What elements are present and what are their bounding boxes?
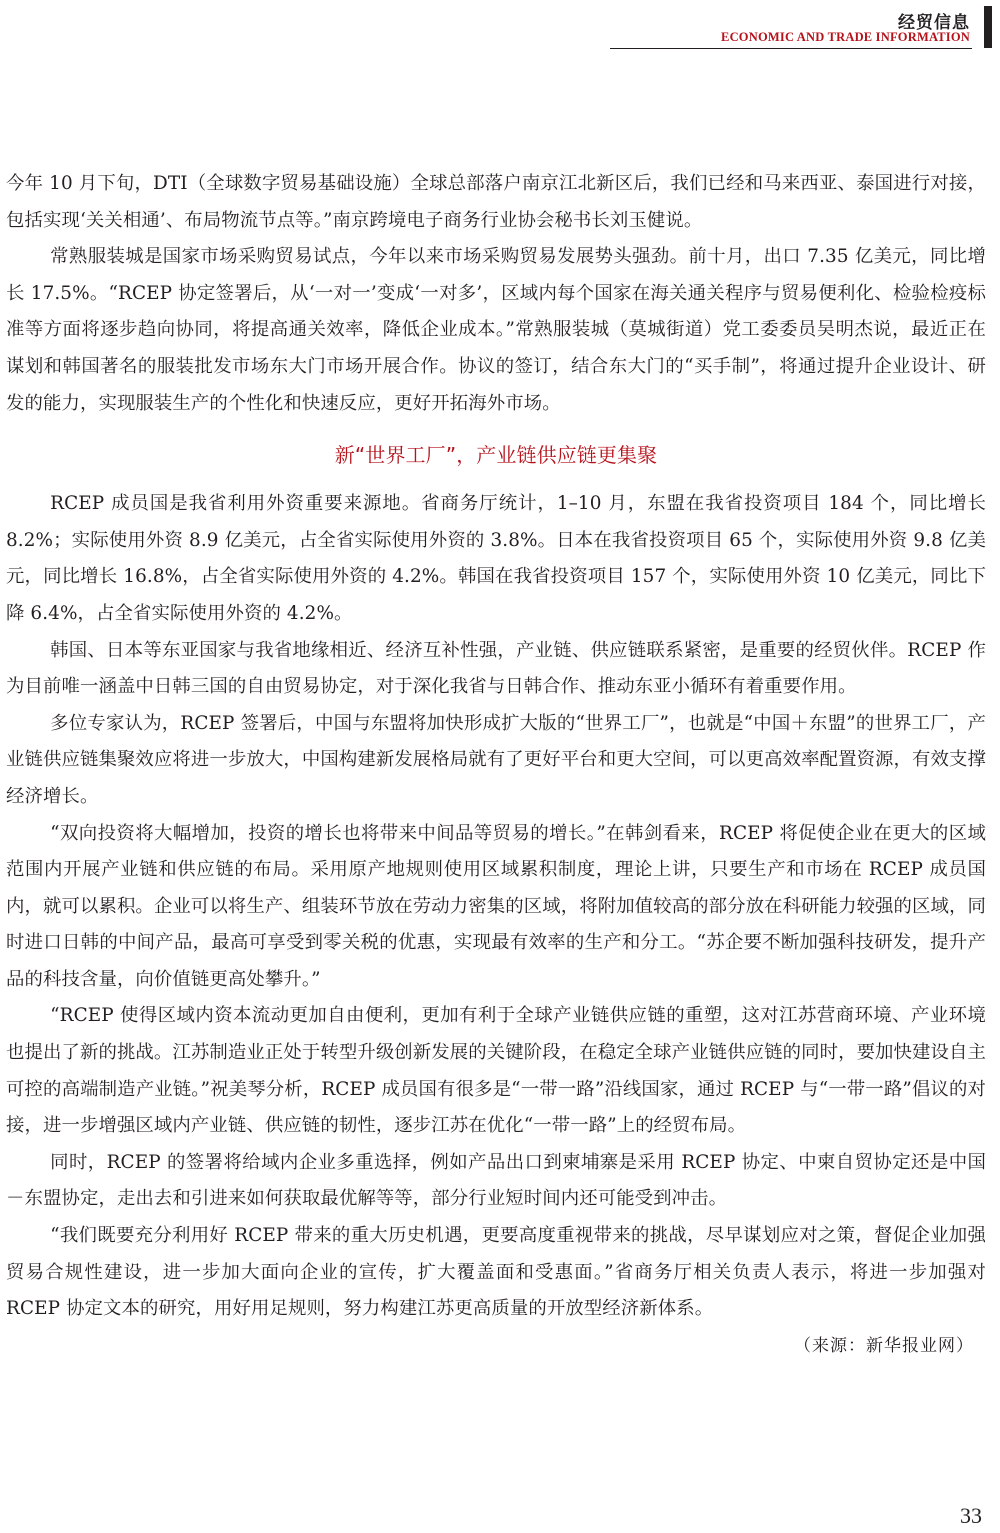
paragraph: “双向投资将大幅增加，投资的增长也将带来中间品等贸易的增长。”在韩剑看来，RCEP 将促使企业在更大的区域范围内开展产业链和供应链的布局。采用原产地规则使用区域累积制度，理论上讲，只要生产和市场在 RCEP 成员国内，就可以累积。企业可以将生产、组装环节放在劳动力密集的区域，将附加值较高的部分放在科研能力较强的区域，同时进口日韩的中间产品，最高可享受到零关税的优惠，实现最有效率的生产和分工。“苏企要不断加强科技研发，提升产品的科技含量，向价值链更高处攀升。” [6,822,987,990]
article-body [6,166,986,1364]
paragraph: RCEP 成员国是我省利用外资重要来源地。省商务厅统计，1–10 月，东盟在我省投资项目 184 个，同比增长 8.2%；实际使用外资 8.9 亿美元，占全省实际使用外资的 3.8%。日本在我省投资项目 65 个，实际使用外资 9.8 亿美元，同比增长 16.8%，占全省实际使用外资的 4.2%。韩国在我省投资项目 157 个，实际使用外资 10 亿美元，同比下降 6.4%，占全省实际使用外资的 4.2%。 [6,493,986,624]
paragraph: “RCEP 使得区域内资本流动更加自由便利，更加有利于全球产业链供应链的重塑，这对江苏营商环境、产业环境也提出了新的挑战。江苏制造业正处于转型升级创新发展的关键阶段，在稳定全球产业链供应链的同时，要加快建设自主可控的高端制造产业链。”祝美琴分析，RCEP 成员国有很多是“一带一路”沿线国家，通过 RCEP 与“一带一路”倡议的对接，进一步增强区域内产业链、供应链的韧性，逐步江苏在优化“一带一路”上的经贸布局。 [6,1005,987,1137]
paragraph: 韩国、日本等东亚国家与我省地缘相近、经济互补性强，产业链、供应链联系紧密，是重要的经贸伙伴。RCEP 作为目前唯一涵盖中日韩三国的自由贸易协定，对于深化我省与日韩合作、推动东亚小循环有着重要作用。 [6,639,986,698]
page-number: 33 [960,1503,982,1528]
paragraph: “我们既要充分利用好 RCEP 带来的重大历史机遇，更要高度重视带来的挑战，尽早谋划应对之策，督促企业加强贸易合规性建设，进一步加大面向企业的宣传，扩大覆盖面和受惠面。”省商务厅相关负责人表示，将进一步加强对 RCEP 协定文本的研究，用好用足规则，努力构建江苏更高质量的开放型经济新体系。 [6,1225,986,1320]
paragraph: 今年 10 月下旬，DTI（全球数字贸易基础设施）全球总部落户南京江北新区后，我们已经和马来西亚、泰国进行对接，包括实现‘关关相通’、布局物流节点等。”南京跨境电子商务行业协会秘书长刘玉健说。 [6,173,986,231]
header-bar [984,6,992,48]
paragraph: 同时，RCEP 的签署将给域内企业多重选择，例如产品出口到柬埔寨是采用 RCEP 协定、中柬自贸协定还是中国－东盟协定，走出去和引进来如何获取最优解等等，部分行业短时间内还可能受到冲击。 [6,1151,986,1210]
header-title: 经贸信息 [898,13,970,33]
page-header [0,0,1000,52]
header-rule [610,48,972,49]
paragraph: 多位专家认为，RCEP 签署后，中国与东盟将加快形成扩大版的“世界工厂”，也就是“中国＋东盟”的世界工厂，产业链供应链集聚效应将进一步放大，中国构建新发展格局就有了更好平台和更大空间，可以更高效率配置资源，有效支撑经济增长。 [6,712,987,807]
paragraph: 常熟服装城是国家市场采购贸易试点，今年以来市场采购贸易发展势头强劲。前十月，出口 7.35 亿美元，同比增长 17.5%。“RCEP 协定签署后，从‘一对一’变成‘一对多’，区域内每个国家在海关通关程序与贸易便利化、检验检疫标准等方面将逐步趋向协同，将提高通关效率，降低企业成本。”常熟服装城（莫城街道）党工委委员吴明杰说，最近正在谋划和韩国著名的服装批发市场东大门市场开展合作。协议的签订，结合东大门的“买手制”，将通过提升企业设计、研发的能力，实现服装生产的个性化和快速反应，更好开拓海外市场。 [6,246,986,414]
section-heading: 新“世界工厂”，产业链供应链更集聚 [334,443,658,468]
header-subtitle: ECONOMIC AND TRADE INFORMATION [721,30,970,44]
source-attribution: （来源：新华报业网） [794,1335,974,1356]
